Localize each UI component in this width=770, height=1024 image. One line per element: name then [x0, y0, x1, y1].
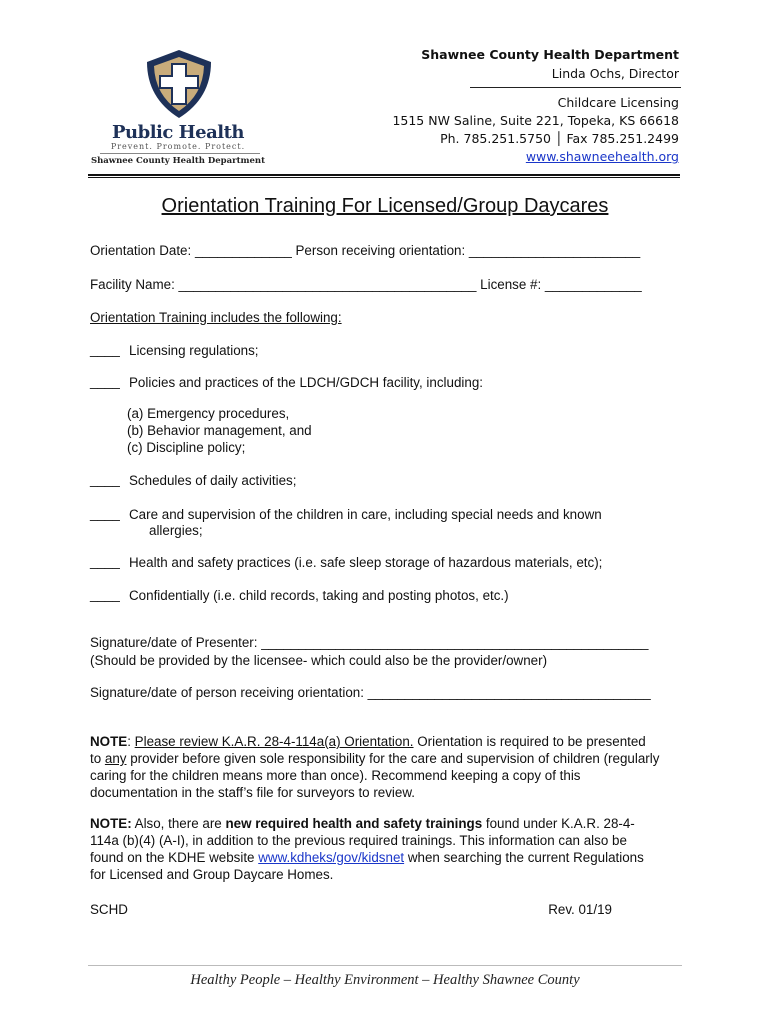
note-emphasis: new required health and safety trainings [225, 816, 483, 831]
header-address: 1515 NW Saline, Suite 221, Topeka, KS 66618 [392, 113, 679, 128]
logo-department: Shawnee County Health Department [90, 156, 266, 166]
includes-heading: Orientation Training includes the following: [90, 310, 342, 325]
agency-code: SCHD [90, 902, 128, 917]
public-health-logo [88, 48, 268, 173]
orientation-date-field[interactable]: Orientation Date: _____________ Person receiving orientation: _______________________ [90, 243, 641, 258]
letterhead-rule-thin [88, 177, 680, 178]
website-link[interactable]: www.shawneehealth.org [525, 149, 679, 164]
note-text: found under K.A.R. 28-4- [482, 816, 635, 831]
revision-date: Rev. 01/19 [548, 902, 612, 917]
checklist-item: Schedules of daily activities; [129, 473, 297, 488]
note-colon: : [127, 734, 135, 749]
checklist-blank[interactable]: ____ [90, 472, 120, 487]
logo-tagline: Prevent. Promote. Protect. [110, 142, 246, 151]
header-divider [470, 87, 681, 88]
letterhead-rule [88, 174, 680, 176]
presenter-note: (Should be provided by the licensee- which could also be the provider/owner) [90, 653, 548, 668]
note-text: provider before given sole responsibility for the care and supervision of children (regularly [126, 751, 660, 766]
checklist-blank[interactable]: ____ [90, 506, 120, 521]
note-text: found on the KDHE website [90, 850, 259, 865]
note-label: NOTE [90, 734, 128, 749]
header-org: Shawnee County Health Department [421, 47, 679, 62]
checklist-blank[interactable]: ____ [90, 554, 120, 569]
checklist-item: Health and safety practices (i.e. safe sleep storage of hazardous materials, etc); [129, 555, 603, 570]
footer-rule [88, 965, 682, 966]
note-text: Orientation is required to be presented [413, 734, 646, 749]
note-text: documentation in the staff’s file for surveyors to review. [90, 785, 416, 800]
note-text: to [90, 751, 105, 766]
checklist-item: Licensing regulations; [129, 343, 259, 358]
checklist-item-continued: allergies; [149, 523, 203, 538]
checklist-item: Confidentially (i.e. child records, taking and posting photos, etc.) [129, 588, 509, 603]
subitem: (b) Behavior management, and [127, 423, 312, 438]
presenter-signature-field[interactable]: Signature/date of Presenter: ____________________________________________________ [90, 635, 649, 650]
kdhe-link[interactable]: www.kdheks/gov/kidsnet [258, 850, 405, 865]
subitem: (c) Discipline policy; [127, 440, 246, 455]
subitem: (a) Emergency procedures, [127, 406, 290, 421]
note-emphasis: any [104, 751, 127, 766]
footer-motto: Healthy People – Healthy Environment – Healthy Shawnee County [190, 972, 580, 988]
checklist-blank[interactable]: ____ [90, 342, 120, 357]
header-director: Linda Ochs, Director [551, 66, 679, 81]
logo-name: Public Health [112, 122, 244, 143]
header-phone-fax: Ph. 785.251.5750 │ Fax 785.251.2499 [440, 131, 679, 146]
note-text: when searching the current Regulations [404, 850, 644, 865]
facility-name-field[interactable]: Facility Name: ________________________________________ License #: _____________ [90, 277, 642, 292]
checklist-item: Care and supervision of the children in care, including special needs and known [129, 507, 602, 522]
note-text: 114a (b)(4) (A-I), in addition to the previous required trainings. This information can also be [90, 833, 627, 848]
shield-cross-icon [143, 48, 215, 120]
checklist-blank[interactable]: ____ [90, 374, 120, 389]
note-regulation [90, 733, 690, 801]
note-text: caring for the children means more than once). Recommend keeping a copy of this [90, 768, 581, 783]
checklist-item: Policies and practices of the LDCH/GDCH facility, including: [129, 375, 484, 390]
regulation-reference: Please review K.A.R. 28-4-114a(a) Orientation. [134, 734, 414, 749]
note-text: Also, there are [131, 816, 226, 831]
header-program: Childcare Licensing [557, 95, 679, 110]
header-website-link[interactable] [526, 149, 679, 164]
checklist-blank[interactable]: ____ [90, 587, 120, 602]
note-label: NOTE: [90, 816, 132, 831]
page-title: Orientation Training For Licensed/Group Daycares [161, 195, 609, 217]
note-text: for Licensed and Group Daycare Homes. [90, 867, 334, 882]
logo-divider [100, 153, 260, 154]
note-new-trainings [90, 815, 690, 883]
receiver-signature-field[interactable]: Signature/date of person receiving orientation: ______________________________________ [90, 685, 651, 700]
